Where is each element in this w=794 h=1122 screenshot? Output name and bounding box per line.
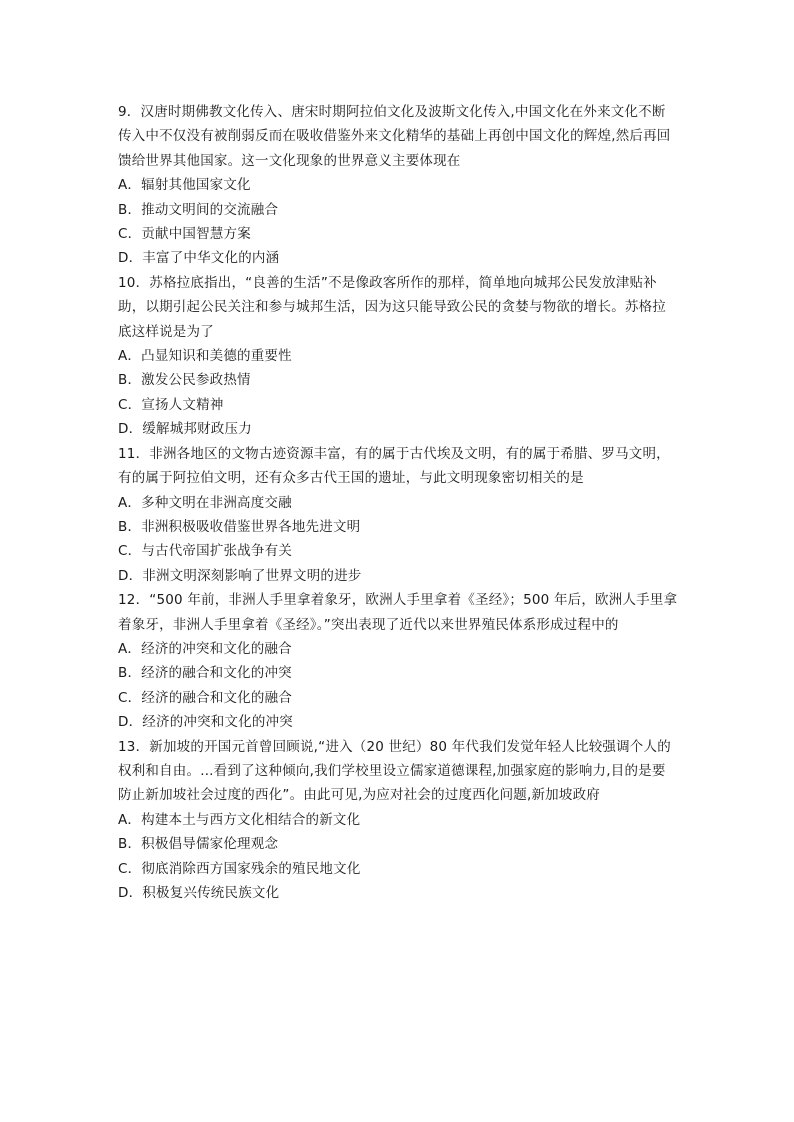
option-a: A．辐射其他国家文化 <box>118 177 251 194</box>
option-a: A．凸显知识和美德的重要性 <box>118 348 292 365</box>
option-d: D．丰富了中华文化的内涵 <box>118 250 280 267</box>
option-a: A．经济的冲突和文化的融合 <box>118 640 292 657</box>
question-stem: 9．汉唐时期佛教文化传入、唐宋时期阿拉伯文化及波斯文化传入,中国文化在外来文化不断传入中不仅没有被削弱反而在吸收借鉴外来文化精华的基础上再创中国文化的辉煌,然后再回馈给世界其他国家。这一文化现象的世界意义主要体现在 <box>118 104 671 169</box>
option-d: D．缓解城邦财政压力 <box>118 421 252 438</box>
question-stem: 11．非洲各地区的文物古迹资源丰富，有的属于古代埃及文明，有的属于希腊、罗马文明，有的属于阿拉伯文明，还有众多古代王国的遗址，与此文明现象密切相关的是 <box>118 445 670 487</box>
question-12 <box>118 588 678 734</box>
option-c: C．彻底消除西方国家残余的殖民地文化 <box>118 860 361 877</box>
question-10 <box>118 271 678 442</box>
option-c: C．与古代帝国扩张战争有关 <box>118 543 293 560</box>
option-a: A．多种文明在非洲高度交融 <box>118 494 292 511</box>
question-stem: 10．苏格拉底指出，“良善的生活”不是像政客所作的那样，简单地向城邦公民发放津贴补助，以期引起公民关注和参与城邦生活，因为这只能导致公民的贪婪与物欲的增长。苏格拉底这样说是为了 <box>118 274 666 340</box>
option-c: C．贡献中国智慧方案 <box>118 226 251 243</box>
option-d: D．积极复兴传统民族文化 <box>118 885 280 901</box>
question-page <box>118 100 678 905</box>
option-c: C．经济的融合和文化的融合 <box>118 689 293 706</box>
question-9 <box>118 100 678 271</box>
question-13 <box>118 735 678 906</box>
question-stem: 13．新加坡的开国元首曾回顾说,“进入（20 世纪）80 年代我们发觉年轻人比较强调个人的权利和自由。...看到了这种倾向,我们学校里设立儒家道德课程,加强家庭的影响力,目的是要防止新加坡社会过度的西化”。由此可见,为应对社会的过度西化问题,新加坡政府 <box>118 738 671 804</box>
option-b: B．推动文明间的交流融合 <box>118 201 279 218</box>
option-c: C．宣扬人文精神 <box>118 396 224 413</box>
option-b: B．激发公民参政热情 <box>118 372 251 389</box>
option-d: D．经济的冲突和文化的冲突 <box>118 714 293 731</box>
option-d: D．非洲文明深刻影响了世界文明的进步 <box>118 567 362 584</box>
question-11 <box>118 442 678 588</box>
option-b: B．非洲积极吸收借鉴世界各地先进文明 <box>118 518 361 535</box>
option-a: A．构建本土与西方文化相结合的新文化 <box>118 811 361 828</box>
option-b: B．积极倡导儒家伦理观念 <box>118 836 279 853</box>
question-stem: 12．“500 年前，非洲人手里拿着象牙，欧洲人手里拿着《圣经》；500 年后，欧洲人手里拿着象牙，非洲人手里拿着《圣经》。”突出表现了近代以来世界殖民体系形成过程中的 <box>118 592 678 633</box>
option-b: B．经济的融合和文化的冲突 <box>118 665 292 682</box>
